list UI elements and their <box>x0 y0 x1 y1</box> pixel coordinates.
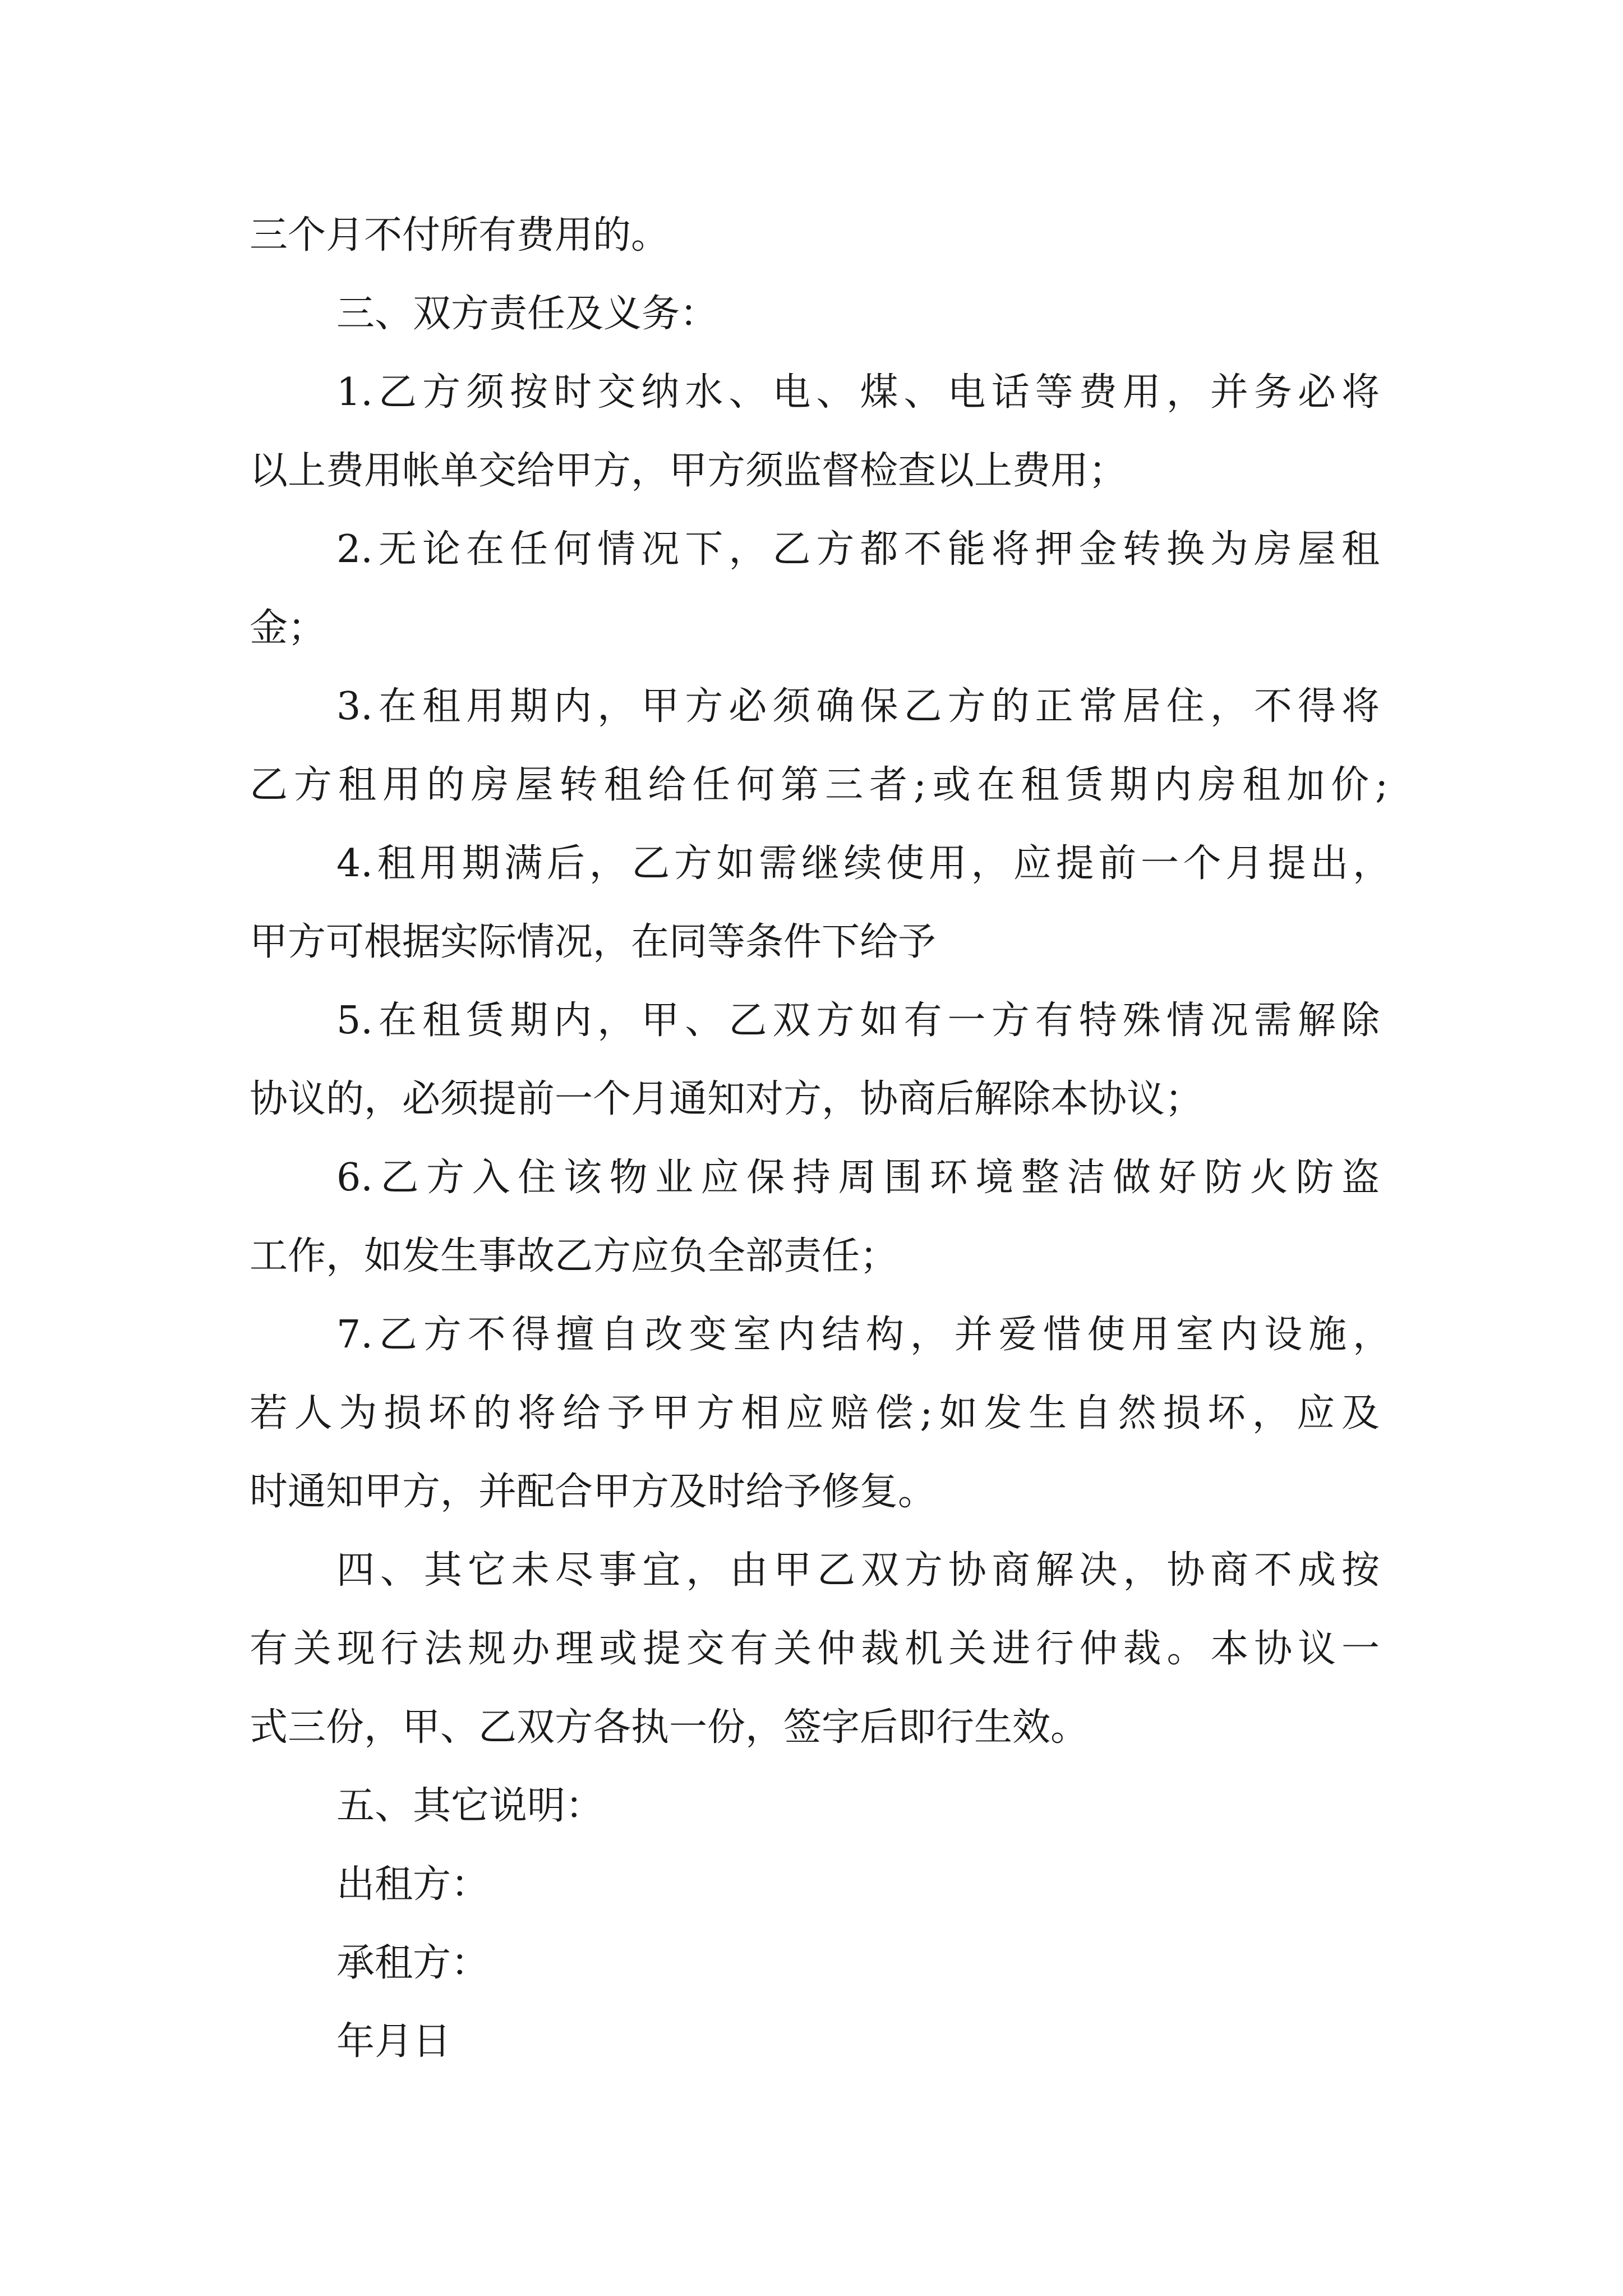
clause-4-line-2: 甲方可根据实际情况，在同等条件下给予 <box>250 920 937 964</box>
section-4-line-1: 四、其它未尽事宜，由甲乙双方协商解决，协商不成按 <box>336 1548 1380 1593</box>
clause-7-line-3: 时通知甲方，并配合甲方及时给予修复。 <box>250 1470 937 1514</box>
clause-4-line-1: 4.租用期满后，乙方如需继续使用，应提前一个月提出， <box>336 841 1391 886</box>
clause-5-line-2: 协议的，必须提前一个月通知对方，协商后解除本协议； <box>250 1077 1204 1121</box>
clause-1-line-1: 1.乙方须按时交纳水、电、煤、电话等费用，并务必将 <box>336 370 1380 415</box>
lessor-signature-label: 出租方： <box>336 1862 490 1907</box>
clause-6-line-2: 工作，如发生事故乙方应负全部责任； <box>250 1234 898 1278</box>
clause-3-line-1: 3.在租用期内，甲方必须确保乙方的正常居住，不得将 <box>336 684 1380 729</box>
date-label: 年月日 <box>336 2019 451 2064</box>
clause-2-line-2: 金； <box>250 606 326 650</box>
section-4-line-3: 式三份，甲、乙双方各执一份，签字后即行生效。 <box>250 1705 1089 1750</box>
clause-1-line-2: 以上费用帐单交给甲方，甲方须监督检查以上费用； <box>250 449 1127 493</box>
clause-3-line-2: 乙方租用的房屋转租给任何第三者;或在租赁期内房租加价; <box>250 763 1388 807</box>
text-line-1: 三个月不付所有费用的。 <box>250 213 670 257</box>
section-5-heading: 五、其它说明： <box>336 1784 604 1828</box>
clause-7-line-2: 若人为损坏的将给予甲方相应赔偿;如发生自然损坏，应及 <box>250 1391 1380 1435</box>
lessee-signature-label: 承租方： <box>336 1941 490 1985</box>
clause-5-line-1: 5.在租赁期内，甲、乙双方如有一方有特殊情况需解除 <box>336 999 1380 1043</box>
clause-2-line-1: 2.无论在任何情况下，乙方都不能将押金转换为房屋租 <box>336 527 1380 572</box>
clause-6-line-1: 6.乙方入住该物业应保持周围环境整洁做好防火防盗 <box>336 1156 1380 1200</box>
section-4-line-2: 有关现行法规办理或提交有关仲裁机关进行仲裁。本协议一 <box>250 1627 1380 1671</box>
clause-7-line-1: 7.乙方不得擅自改变室内结构，并爱惜使用室内设施， <box>336 1313 1391 1357</box>
section-3-heading: 三、双方责任及义务： <box>336 292 718 336</box>
